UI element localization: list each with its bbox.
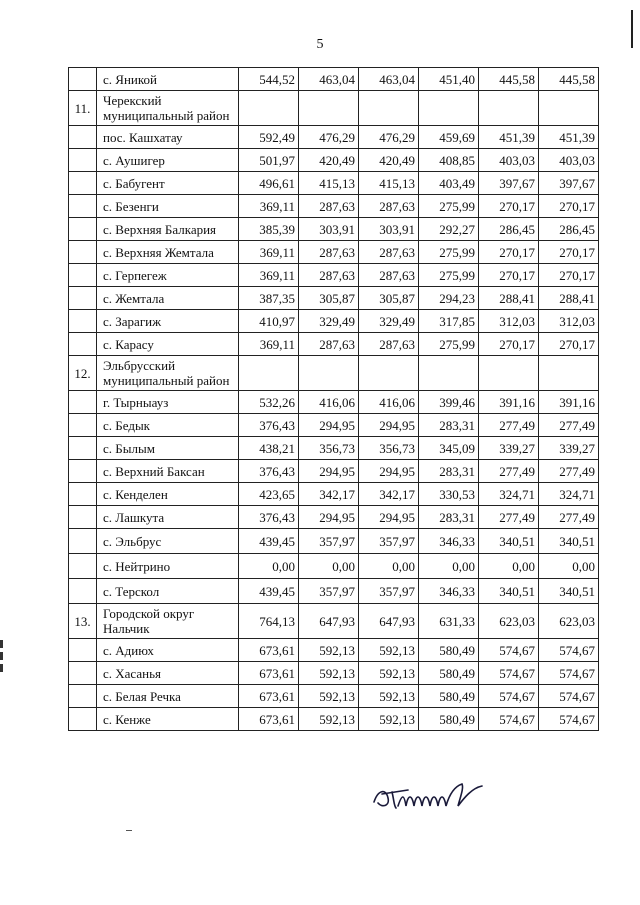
tariff-value: 397,67 bbox=[539, 172, 599, 195]
tariff-value: 288,41 bbox=[539, 287, 599, 310]
tariff-value: 277,49 bbox=[479, 506, 539, 529]
tariff-value: 294,95 bbox=[359, 414, 419, 437]
tariff-value: 574,67 bbox=[479, 708, 539, 731]
locality-name: г. Тырныауз bbox=[97, 391, 239, 414]
tariff-value: 324,71 bbox=[479, 483, 539, 506]
row-number bbox=[69, 68, 97, 91]
table-row bbox=[69, 333, 599, 356]
tariff-value: 270,17 bbox=[539, 241, 599, 264]
tariff-value: 415,13 bbox=[299, 172, 359, 195]
locality-name: с. Верхняя Балкария bbox=[97, 218, 239, 241]
row-number bbox=[69, 579, 97, 604]
table-row bbox=[69, 68, 599, 91]
table-row bbox=[69, 287, 599, 310]
tariff-value: 340,51 bbox=[539, 529, 599, 554]
tariff-value: 292,27 bbox=[419, 218, 479, 241]
tariff-value: 376,43 bbox=[239, 460, 299, 483]
tariff-value: 277,49 bbox=[539, 414, 599, 437]
locality-name: с. Безенги bbox=[97, 195, 239, 218]
table-row bbox=[69, 172, 599, 195]
locality-name: с. Нейтрино bbox=[97, 554, 239, 579]
tariff-value: 294,23 bbox=[419, 287, 479, 310]
tariff-value: 312,03 bbox=[479, 310, 539, 333]
tariff-value: 673,61 bbox=[239, 662, 299, 685]
tariff-value: 420,49 bbox=[299, 149, 359, 172]
tariff-value: 403,03 bbox=[539, 149, 599, 172]
tariff-value: 463,04 bbox=[359, 68, 419, 91]
tariff-value bbox=[539, 356, 599, 391]
row-number bbox=[69, 241, 97, 264]
tariff-value: 287,63 bbox=[299, 241, 359, 264]
tariff-value: 459,69 bbox=[419, 126, 479, 149]
table-row bbox=[69, 639, 599, 662]
table-row bbox=[69, 195, 599, 218]
table-row bbox=[69, 506, 599, 529]
tariff-value: 342,17 bbox=[299, 483, 359, 506]
locality-name: с. Кенделен bbox=[97, 483, 239, 506]
tariff-value: 294,95 bbox=[299, 414, 359, 437]
tariff-value: 408,85 bbox=[419, 149, 479, 172]
tariff-table bbox=[68, 67, 599, 731]
tariff-value: 270,17 bbox=[479, 195, 539, 218]
tariff-value: 277,49 bbox=[479, 414, 539, 437]
tariff-value: 592,13 bbox=[299, 662, 359, 685]
row-number bbox=[69, 287, 97, 310]
tariff-value: 270,17 bbox=[479, 264, 539, 287]
tariff-value: 574,67 bbox=[479, 685, 539, 708]
tariff-value: 275,99 bbox=[419, 333, 479, 356]
row-number bbox=[69, 391, 97, 414]
tariff-value: 369,11 bbox=[239, 264, 299, 287]
tariff-value: 357,97 bbox=[299, 529, 359, 554]
tariff-value: 631,33 bbox=[419, 604, 479, 639]
tariff-value: 294,95 bbox=[299, 460, 359, 483]
tariff-value: 357,97 bbox=[359, 579, 419, 604]
tariff-value: 574,67 bbox=[539, 685, 599, 708]
tariff-value: 303,91 bbox=[359, 218, 419, 241]
row-number bbox=[69, 460, 97, 483]
tariff-value: 501,97 bbox=[239, 149, 299, 172]
locality-name: с. Аушигер bbox=[97, 149, 239, 172]
tariff-value: 592,13 bbox=[299, 685, 359, 708]
tariff-value: 580,49 bbox=[419, 639, 479, 662]
tariff-value: 283,31 bbox=[419, 414, 479, 437]
row-number bbox=[69, 506, 97, 529]
locality-name: с. Хасанья bbox=[97, 662, 239, 685]
tariff-value bbox=[359, 356, 419, 391]
table-row bbox=[69, 218, 599, 241]
tariff-value: 415,13 bbox=[359, 172, 419, 195]
tariff-value: 451,39 bbox=[479, 126, 539, 149]
tariff-value bbox=[239, 356, 299, 391]
tariff-value: 397,67 bbox=[479, 172, 539, 195]
tariff-value bbox=[239, 91, 299, 126]
table-row bbox=[69, 529, 599, 554]
tariff-value bbox=[419, 91, 479, 126]
tariff-value: 287,63 bbox=[359, 195, 419, 218]
tariff-value: 345,09 bbox=[419, 437, 479, 460]
table-row bbox=[69, 685, 599, 708]
tariff-value: 580,49 bbox=[419, 685, 479, 708]
page-number: 5 bbox=[316, 37, 324, 52]
tariff-value: 496,61 bbox=[239, 172, 299, 195]
tariff-value: 403,49 bbox=[419, 172, 479, 195]
locality-name: с. Эльбрус bbox=[97, 529, 239, 554]
tariff-value: 647,93 bbox=[299, 604, 359, 639]
tariff-value: 286,45 bbox=[479, 218, 539, 241]
row-number bbox=[69, 483, 97, 506]
signature-icon bbox=[368, 776, 498, 816]
tariff-value: 445,58 bbox=[479, 68, 539, 91]
locality-name: с. Бабугент bbox=[97, 172, 239, 195]
tariff-value: 416,06 bbox=[299, 391, 359, 414]
tariff-value: 330,53 bbox=[419, 483, 479, 506]
tariff-value: 592,13 bbox=[359, 639, 419, 662]
row-number bbox=[69, 414, 97, 437]
district-row bbox=[69, 604, 599, 639]
tariff-value: 0,00 bbox=[479, 554, 539, 579]
tariff-value: 451,39 bbox=[539, 126, 599, 149]
tariff-value: 476,29 bbox=[299, 126, 359, 149]
table-row bbox=[69, 264, 599, 287]
tariff-value: 287,63 bbox=[299, 264, 359, 287]
locality-name: с. Герпегеж bbox=[97, 264, 239, 287]
tariff-value: 286,45 bbox=[539, 218, 599, 241]
tariff-value: 287,63 bbox=[359, 264, 419, 287]
tariff-value: 623,03 bbox=[479, 604, 539, 639]
tariff-value: 0,00 bbox=[299, 554, 359, 579]
tariff-value: 317,85 bbox=[419, 310, 479, 333]
tariff-value: 574,67 bbox=[539, 662, 599, 685]
tariff-value: 764,13 bbox=[239, 604, 299, 639]
row-number bbox=[69, 172, 97, 195]
locality-name: Эльбрусский муниципальный район bbox=[97, 356, 239, 391]
row-number bbox=[69, 310, 97, 333]
tariff-value: 277,49 bbox=[539, 506, 599, 529]
locality-name: с. Карасу bbox=[97, 333, 239, 356]
row-number bbox=[69, 662, 97, 685]
tariff-value: 275,99 bbox=[419, 195, 479, 218]
tariff-value: 340,51 bbox=[539, 579, 599, 604]
tariff-value: 312,03 bbox=[539, 310, 599, 333]
row-number bbox=[69, 218, 97, 241]
locality-name: с. Терскол bbox=[97, 579, 239, 604]
tariff-value: 329,49 bbox=[359, 310, 419, 333]
locality-name: Черекский муниципальный район bbox=[97, 91, 239, 126]
tariff-value: 592,13 bbox=[299, 639, 359, 662]
tariff-value: 385,39 bbox=[239, 218, 299, 241]
tariff-value: 277,49 bbox=[479, 460, 539, 483]
tariff-value: 329,49 bbox=[299, 310, 359, 333]
row-number bbox=[69, 333, 97, 356]
tariff-value bbox=[359, 91, 419, 126]
locality-name: с. Лашкута bbox=[97, 506, 239, 529]
tariff-value: 391,16 bbox=[479, 391, 539, 414]
tariff-value: 391,16 bbox=[539, 391, 599, 414]
tariff-value: 270,17 bbox=[539, 264, 599, 287]
tariff-value: 451,40 bbox=[419, 68, 479, 91]
tariff-value: 275,99 bbox=[419, 264, 479, 287]
tariff-value bbox=[299, 356, 359, 391]
tariff-value: 357,97 bbox=[359, 529, 419, 554]
tariff-value: 0,00 bbox=[539, 554, 599, 579]
tariff-value: 592,13 bbox=[359, 708, 419, 731]
tariff-value: 357,97 bbox=[299, 579, 359, 604]
tariff-value: 0,00 bbox=[359, 554, 419, 579]
tariff-value bbox=[479, 91, 539, 126]
binding-marks bbox=[0, 640, 5, 676]
tariff-value: 580,49 bbox=[419, 662, 479, 685]
tariff-value: 324,71 bbox=[539, 483, 599, 506]
tariff-value: 287,63 bbox=[299, 333, 359, 356]
row-number bbox=[69, 685, 97, 708]
locality-name: с. Жемтала bbox=[97, 287, 239, 310]
tariff-value: 410,97 bbox=[239, 310, 299, 333]
table-row bbox=[69, 126, 599, 149]
tariff-value: 416,06 bbox=[359, 391, 419, 414]
locality-name: пос. Кашхатау bbox=[97, 126, 239, 149]
table-row bbox=[69, 554, 599, 579]
tariff-value: 346,33 bbox=[419, 579, 479, 604]
tariff-value: 673,61 bbox=[239, 708, 299, 731]
locality-name: с. Яникой bbox=[97, 68, 239, 91]
tariff-value: 420,49 bbox=[359, 149, 419, 172]
locality-name: с. Бедык bbox=[97, 414, 239, 437]
row-number bbox=[69, 554, 97, 579]
tariff-value: 270,17 bbox=[539, 333, 599, 356]
tariff-value: 476,29 bbox=[359, 126, 419, 149]
table-row bbox=[69, 460, 599, 483]
locality-name: с. Былым bbox=[97, 437, 239, 460]
locality-name: с. Белая Речка bbox=[97, 685, 239, 708]
tariff-value: 376,43 bbox=[239, 414, 299, 437]
tariff-value: 294,95 bbox=[359, 460, 419, 483]
tariff-value: 574,67 bbox=[539, 708, 599, 731]
tariff-value: 305,87 bbox=[359, 287, 419, 310]
tariff-value: 275,99 bbox=[419, 241, 479, 264]
table-row bbox=[69, 483, 599, 506]
row-number bbox=[69, 529, 97, 554]
tariff-value: 387,35 bbox=[239, 287, 299, 310]
tariff-value bbox=[539, 91, 599, 126]
tariff-value: 277,49 bbox=[539, 460, 599, 483]
row-number bbox=[69, 149, 97, 172]
tariff-value: 423,65 bbox=[239, 483, 299, 506]
table-row bbox=[69, 391, 599, 414]
tariff-value: 356,73 bbox=[299, 437, 359, 460]
tariff-value: 532,26 bbox=[239, 391, 299, 414]
tariff-value bbox=[419, 356, 479, 391]
tariff-value: 339,27 bbox=[539, 437, 599, 460]
tariff-value: 287,63 bbox=[359, 333, 419, 356]
table-row bbox=[69, 414, 599, 437]
row-number: 12. bbox=[69, 356, 97, 391]
tariff-value: 346,33 bbox=[419, 529, 479, 554]
tariff-value: 287,63 bbox=[359, 241, 419, 264]
tariff-value: 592,13 bbox=[359, 662, 419, 685]
tariff-value: 294,95 bbox=[299, 506, 359, 529]
row-number bbox=[69, 195, 97, 218]
table-row bbox=[69, 708, 599, 731]
tariff-value: 673,61 bbox=[239, 639, 299, 662]
tariff-value: 580,49 bbox=[419, 708, 479, 731]
tariff-value: 592,49 bbox=[239, 126, 299, 149]
tariff-value: 287,63 bbox=[299, 195, 359, 218]
row-number: 13. bbox=[69, 604, 97, 639]
tariff-value: 369,11 bbox=[239, 195, 299, 218]
tariff-value: 305,87 bbox=[299, 287, 359, 310]
row-number bbox=[69, 126, 97, 149]
tariff-value bbox=[479, 356, 539, 391]
page-edge-mark bbox=[631, 10, 633, 48]
tariff-value: 574,67 bbox=[479, 662, 539, 685]
row-number bbox=[69, 437, 97, 460]
tariff-value: 270,17 bbox=[479, 241, 539, 264]
district-row bbox=[69, 91, 599, 126]
tariff-value bbox=[299, 91, 359, 126]
tariff-value: 283,31 bbox=[419, 506, 479, 529]
tariff-value: 445,58 bbox=[539, 68, 599, 91]
tariff-value: 339,27 bbox=[479, 437, 539, 460]
tariff-value: 438,21 bbox=[239, 437, 299, 460]
tariff-value: 647,93 bbox=[359, 604, 419, 639]
tariff-value: 369,11 bbox=[239, 241, 299, 264]
table-row bbox=[69, 241, 599, 264]
row-number bbox=[69, 639, 97, 662]
tariff-value: 592,13 bbox=[299, 708, 359, 731]
table-row bbox=[69, 310, 599, 333]
tariff-value: 673,61 bbox=[239, 685, 299, 708]
tariff-value: 294,95 bbox=[359, 506, 419, 529]
tariff-value: 303,91 bbox=[299, 218, 359, 241]
tariff-value: 340,51 bbox=[479, 579, 539, 604]
tariff-value: 403,03 bbox=[479, 149, 539, 172]
row-number bbox=[69, 708, 97, 731]
locality-name: с. Верхняя Жемтала bbox=[97, 241, 239, 264]
table-row bbox=[69, 437, 599, 460]
tariff-value: 544,52 bbox=[239, 68, 299, 91]
table-row bbox=[69, 579, 599, 604]
tariff-value: 288,41 bbox=[479, 287, 539, 310]
locality-name: с. Кенже bbox=[97, 708, 239, 731]
locality-name: с. Адиюх bbox=[97, 639, 239, 662]
tariff-value: 574,67 bbox=[479, 639, 539, 662]
district-row bbox=[69, 356, 599, 391]
tariff-value: 270,17 bbox=[539, 195, 599, 218]
tariff-value: 463,04 bbox=[299, 68, 359, 91]
tariff-value: 342,17 bbox=[359, 483, 419, 506]
tariff-value: 283,31 bbox=[419, 460, 479, 483]
tariff-value: 399,46 bbox=[419, 391, 479, 414]
tariff-value: 340,51 bbox=[479, 529, 539, 554]
margin-dash bbox=[126, 830, 132, 831]
row-number: 11. bbox=[69, 91, 97, 126]
tariff-value: 356,73 bbox=[359, 437, 419, 460]
table-row bbox=[69, 662, 599, 685]
locality-name: Городской округ Нальчик bbox=[97, 604, 239, 639]
tariff-value: 439,45 bbox=[239, 529, 299, 554]
tariff-value: 439,45 bbox=[239, 579, 299, 604]
locality-name: с. Зарагиж bbox=[97, 310, 239, 333]
tariff-value: 0,00 bbox=[239, 554, 299, 579]
tariff-value: 623,03 bbox=[539, 604, 599, 639]
locality-name: с. Верхний Баксан bbox=[97, 460, 239, 483]
tariff-value: 0,00 bbox=[419, 554, 479, 579]
tariff-value: 592,13 bbox=[359, 685, 419, 708]
table-row bbox=[69, 149, 599, 172]
tariff-value: 376,43 bbox=[239, 506, 299, 529]
tariff-value: 369,11 bbox=[239, 333, 299, 356]
tariff-value: 574,67 bbox=[539, 639, 599, 662]
tariff-value: 270,17 bbox=[479, 333, 539, 356]
row-number bbox=[69, 264, 97, 287]
